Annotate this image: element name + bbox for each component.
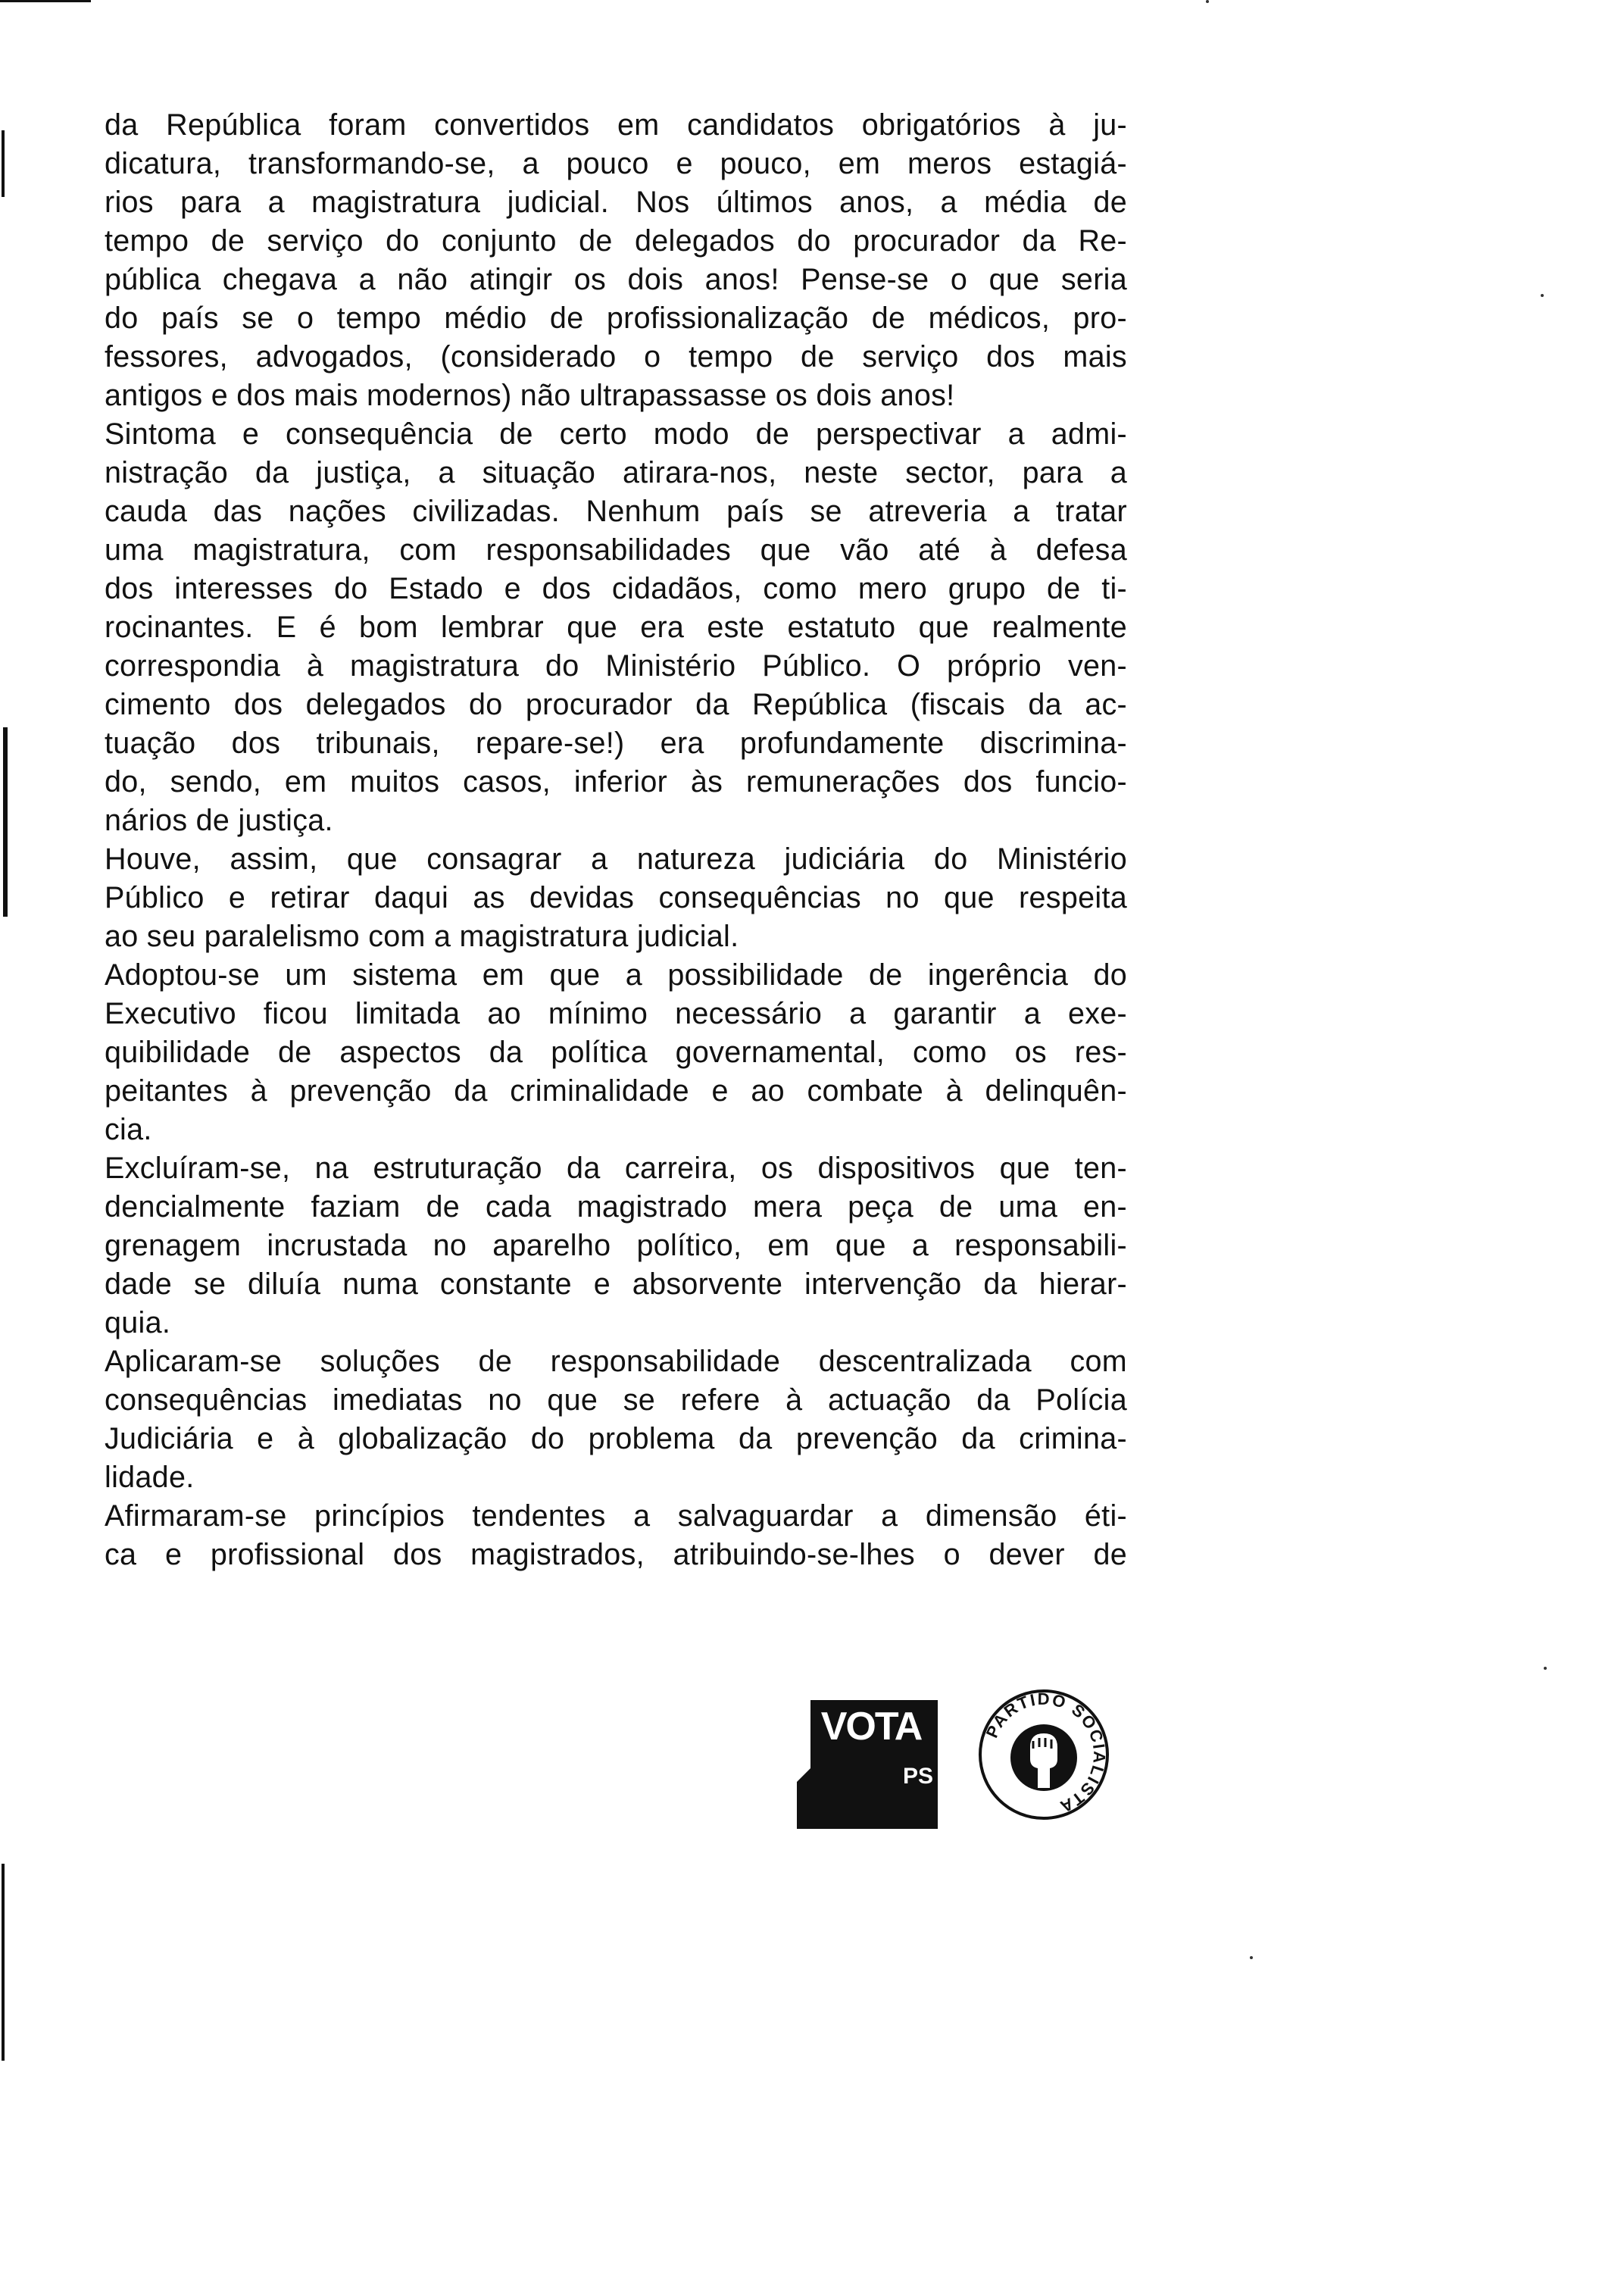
text-line: correspondia à magistratura do Ministério Público. O próprio ven- xyxy=(105,649,1127,683)
scan-speck xyxy=(1541,294,1544,297)
text-line: Adoptou-se um sistema em que a possibilidade de ingerência do xyxy=(105,958,1127,992)
text-line: Afirmaram-se princípios tendentes a salvaguardar a dimensão éti- xyxy=(105,1499,1127,1533)
vota-word: VOTA xyxy=(820,1705,922,1749)
text-line: Sintoma e consequência de certo modo de perspectivar a admi- xyxy=(105,417,1127,451)
text-line: Judiciária e à globalização do problema da prevenção da crimina- xyxy=(105,1422,1127,1455)
raised-fist-icon xyxy=(1010,1724,1077,1791)
ps-word: PS xyxy=(902,1764,934,1789)
text-line: grenagem incrustada no aparelho político, em que a responsabili- xyxy=(105,1229,1127,1262)
text-line: quia. xyxy=(105,1306,171,1339)
text-line: fessores, advogados, (considerado o tempo de serviço dos mais xyxy=(105,340,1127,373)
seal-ring-text: PARTIDO SOCIALISTA xyxy=(982,1689,1110,1817)
text-line: cimento dos delegados do procurador da República (fiscais da ac- xyxy=(105,688,1127,721)
text-line: Excluíram-se, na estruturação da carreira, os dispositivos que ten- xyxy=(105,1152,1127,1185)
scan-speck xyxy=(1250,1956,1253,1959)
text-line: dade se diluía numa constante e absorvente intervenção da hierar- xyxy=(105,1267,1127,1301)
text-line: peitantes à prevenção da criminalidade e ao combate à delinquên- xyxy=(105,1074,1127,1108)
text-line: uma magistratura, com responsabilidades que vão até à defesa xyxy=(105,533,1127,567)
text-line: do, sendo, em muitos casos, inferior às remunerações dos funcio- xyxy=(105,765,1127,799)
text-line: Houve, assim, que consagrar a natureza judiciária do Ministério xyxy=(105,842,1127,876)
text-line: rocinantes. E é bom lembrar que era este estatuto que realmente xyxy=(105,611,1127,644)
text-line: nários de justiça. xyxy=(105,804,333,837)
scan-speck xyxy=(1544,1667,1547,1670)
scan-edge-mark-left-2 xyxy=(3,727,8,917)
text-line: Aplicaram-se soluções de responsabilidade descentralizada com xyxy=(105,1345,1127,1378)
text-line: cia. xyxy=(105,1113,152,1146)
text-line: dicatura, transformando-se, a pouco e pouco, em meros estagiá- xyxy=(105,147,1127,180)
text-line: Público e retirar daqui as devidas consequências no que respeita xyxy=(105,881,1127,914)
text-line: Executivo ficou limitada ao mínimo necessário a garantir a exe- xyxy=(105,997,1127,1030)
text-line: da República foram convertidos em candidatos obrigatórios à ju- xyxy=(105,108,1127,142)
text-line: dencialmente faziam de cada magistrado mera peça de uma en- xyxy=(105,1190,1127,1224)
body-text xyxy=(105,106,1127,1574)
text-line: dos interesses do Estado e dos cidadãos, como mero grupo de ti- xyxy=(105,572,1127,605)
text-line: quibilidade de aspectos da política governamental, como os res- xyxy=(105,1036,1127,1069)
scan-speck xyxy=(1206,0,1209,3)
text-line: ao seu paralelismo com a magistratura judicial. xyxy=(105,920,739,953)
text-line: lidade. xyxy=(105,1461,195,1494)
scan-edge-mark-left-3 xyxy=(2,1864,5,2061)
partido-socialista-seal xyxy=(977,1688,1110,1821)
scan-edge-mark-left-1 xyxy=(2,130,5,197)
text-line: cauda das nações civilizadas. Nenhum país se atreveria a tratar xyxy=(105,495,1127,528)
text-line: consequências imediatas no que se refere à actuação da Polícia xyxy=(105,1383,1127,1417)
scan-edge-mark-top xyxy=(0,0,91,2)
vota-ps-logo xyxy=(797,1700,938,1829)
text-line: rios para a magistratura judicial. Nos últimos anos, a média de xyxy=(105,186,1127,219)
text-line: nistração da justiça, a situação atirara-nos, neste sector, para a xyxy=(105,456,1127,489)
text-line: pública chegava a não atingir os dois anos! Pense-se o que seria xyxy=(105,263,1127,296)
text-line: ca e profissional dos magistrados, atribuindo-se-lhes o dever de xyxy=(105,1538,1127,1571)
text-line: tempo de serviço do conjunto de delegados do procurador da Re- xyxy=(105,224,1127,258)
text-line: tuação dos tribunais, repare-se!) era profundamente discrimina- xyxy=(105,727,1127,760)
text-line: antigos e dos mais modernos) não ultrapassasse os dois anos! xyxy=(105,379,955,412)
text-line: do país se o tempo médio de profissionalização de médicos, pro- xyxy=(105,302,1127,335)
